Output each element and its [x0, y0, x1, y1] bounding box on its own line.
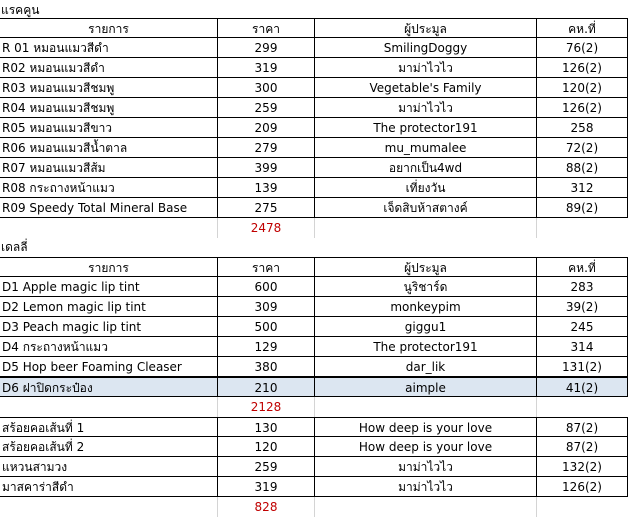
- item-cell[interactable]: D6 ฝาปิดกระป๋อง: [0, 377, 218, 397]
- table-row: [0, 138, 628, 158]
- table-row: [0, 457, 628, 477]
- bidder-cell[interactable]: นูริชาร์ด: [315, 277, 537, 297]
- table-row: [0, 58, 628, 78]
- table-row: [0, 38, 628, 58]
- header-row: [0, 18, 628, 38]
- section-title[interactable]: เดลลี่: [1, 240, 28, 254]
- comment-cell[interactable]: 39(2): [537, 297, 628, 317]
- bidder-cell[interactable]: How deep is your love: [315, 417, 537, 437]
- item-cell[interactable]: R04 หมอนแมวสีชมพู: [0, 98, 218, 118]
- price-cell[interactable]: 259: [218, 98, 315, 118]
- table-row: [0, 437, 628, 457]
- comment-cell[interactable]: 120(2): [537, 78, 628, 98]
- header-bidder[interactable]: ผู้ประมูล: [315, 18, 537, 38]
- item-cell[interactable]: แหวนสามวง: [0, 457, 218, 477]
- bidder-cell[interactable]: มาม่าไวไว: [315, 58, 537, 78]
- bidder-cell[interactable]: The protector191: [315, 337, 537, 357]
- empty-cell[interactable]: [315, 218, 537, 238]
- bidder-cell[interactable]: SmilingDoggy: [315, 38, 537, 58]
- price-cell[interactable]: 139: [218, 178, 315, 198]
- comment-cell[interactable]: 245: [537, 317, 628, 337]
- total-row: [0, 218, 628, 238]
- total-value[interactable]: 2128: [218, 397, 315, 417]
- item-cell[interactable]: D2 Lemon magic lip tint: [0, 297, 218, 317]
- comment-cell[interactable]: 258: [537, 118, 628, 138]
- empty-cell[interactable]: [0, 218, 218, 238]
- header-item[interactable]: รายการ: [0, 257, 218, 277]
- table-row-selected: [0, 377, 628, 397]
- table-row: [0, 417, 628, 437]
- bidder-cell[interactable]: dar_lik: [315, 357, 537, 377]
- item-cell[interactable]: R09 Speedy Total Mineral Base: [0, 198, 218, 218]
- table-row: [0, 477, 628, 497]
- item-cell[interactable]: มาสคาร่าสีดำ: [0, 477, 218, 497]
- table-row: [0, 198, 628, 218]
- table-row: [0, 78, 628, 98]
- comment-cell[interactable]: 76(2): [537, 38, 628, 58]
- item-cell[interactable]: D4 กระถางหน้าแมว: [0, 337, 218, 357]
- comment-cell[interactable]: 41(2): [537, 377, 628, 397]
- comment-cell[interactable]: 89(2): [537, 198, 628, 218]
- comment-cell[interactable]: 312: [537, 178, 628, 198]
- item-cell[interactable]: R07 หมอนแมวสีส้ม: [0, 158, 218, 178]
- section-title[interactable]: แรคคูน: [1, 3, 40, 17]
- bidder-cell[interactable]: monkeypim: [315, 297, 537, 317]
- bidder-cell[interactable]: มาม่าไวไว: [315, 98, 537, 118]
- comment-cell[interactable]: 88(2): [537, 158, 628, 178]
- comment-cell[interactable]: 126(2): [537, 98, 628, 118]
- price-cell[interactable]: 399: [218, 158, 315, 178]
- table-row: [0, 297, 628, 317]
- price-cell[interactable]: 380: [218, 357, 315, 377]
- header-row: [0, 257, 628, 277]
- header-comment-no[interactable]: คห.ที่: [537, 257, 628, 277]
- item-cell[interactable]: สร้อยคอเส้นที่ 2: [0, 437, 218, 457]
- bidder-cell[interactable]: How deep is your love: [315, 437, 537, 457]
- header-comment-no[interactable]: คห.ที่: [537, 18, 628, 38]
- price-cell[interactable]: 120: [218, 437, 315, 457]
- header-bidder[interactable]: ผู้ประมูล: [315, 257, 537, 277]
- table-row: [0, 178, 628, 198]
- item-cell[interactable]: R08 กระถางหน้าแมว: [0, 178, 218, 198]
- table-row: [0, 337, 628, 357]
- bidder-cell[interactable]: มาม่าไวไว: [315, 477, 537, 497]
- item-cell[interactable]: R05 หมอนแมวสีขาว: [0, 118, 218, 138]
- item-cell[interactable]: D3 Peach magic lip tint: [0, 317, 218, 337]
- comment-cell[interactable]: 126(2): [537, 477, 628, 497]
- bidder-cell[interactable]: อยากเป็น4wd: [315, 158, 537, 178]
- comment-cell[interactable]: 72(2): [537, 138, 628, 158]
- table-row: [0, 357, 628, 377]
- table-row: [0, 317, 628, 337]
- table-row: [0, 158, 628, 178]
- empty-cell[interactable]: [0, 397, 218, 417]
- item-cell[interactable]: R 01 หมอนแมวสีดำ: [0, 38, 218, 58]
- total-row: [0, 497, 628, 517]
- item-cell[interactable]: D5 Hop beer Foaming Cleaser: [0, 357, 218, 377]
- price-cell[interactable]: 500: [218, 317, 315, 337]
- bidder-cell[interactable]: aimple: [315, 377, 537, 397]
- comment-cell[interactable]: 314: [537, 337, 628, 357]
- price-cell[interactable]: 130: [218, 417, 315, 437]
- header-price[interactable]: ราคา: [218, 18, 315, 38]
- comment-cell[interactable]: 87(2): [537, 437, 628, 457]
- bidder-cell[interactable]: เที่ยงวัน: [315, 178, 537, 198]
- price-cell[interactable]: 319: [218, 58, 315, 78]
- price-cell[interactable]: 300: [218, 78, 315, 98]
- price-cell[interactable]: 309: [218, 297, 315, 317]
- price-cell[interactable]: 209: [218, 118, 315, 138]
- price-cell[interactable]: 275: [218, 198, 315, 218]
- empty-cell[interactable]: [0, 497, 218, 517]
- bidder-cell[interactable]: เจ็ดสิบห้าสตางค์: [315, 198, 537, 218]
- price-cell[interactable]: 259: [218, 457, 315, 477]
- comment-cell[interactable]: 132(2): [537, 457, 628, 477]
- bidder-cell[interactable]: Vegetable's Family: [315, 78, 537, 98]
- comment-cell[interactable]: 126(2): [537, 58, 628, 78]
- empty-cell[interactable]: [315, 497, 537, 517]
- price-cell[interactable]: 129: [218, 337, 315, 357]
- table-row: [0, 98, 628, 118]
- price-cell[interactable]: 210: [218, 377, 315, 397]
- header-price[interactable]: ราคา: [218, 257, 315, 277]
- total-value[interactable]: 828: [218, 497, 315, 517]
- comment-cell[interactable]: 87(2): [537, 417, 628, 437]
- table-row: [0, 118, 628, 138]
- section-title-row: [0, 237, 628, 257]
- item-cell[interactable]: R06 หมอนแมวสีน้ำตาล: [0, 138, 218, 158]
- comment-cell[interactable]: 283: [537, 277, 628, 297]
- table-row: [0, 277, 628, 297]
- empty-cell[interactable]: [315, 397, 537, 417]
- section-title-row: [0, 0, 628, 20]
- price-cell[interactable]: 319: [218, 477, 315, 497]
- item-cell[interactable]: R03 หมอนแมวสีชมพู: [0, 78, 218, 98]
- bidder-cell[interactable]: The protector191: [315, 118, 537, 138]
- price-cell[interactable]: 600: [218, 277, 315, 297]
- bidder-cell[interactable]: giggu1: [315, 317, 537, 337]
- header-item[interactable]: รายการ: [0, 18, 218, 38]
- bidder-cell[interactable]: มาม่าไวไว: [315, 457, 537, 477]
- price-cell[interactable]: 279: [218, 138, 315, 158]
- total-value[interactable]: 2478: [218, 218, 315, 238]
- item-cell[interactable]: R02 หมอนแมวสีดำ: [0, 58, 218, 78]
- item-cell[interactable]: D1 Apple magic lip tint: [0, 277, 218, 297]
- price-cell[interactable]: 299: [218, 38, 315, 58]
- bidder-cell[interactable]: mu_mumalee: [315, 138, 537, 158]
- comment-cell[interactable]: 131(2): [537, 357, 628, 377]
- total-row: [0, 397, 628, 417]
- item-cell[interactable]: สร้อยคอเส้นที่ 1: [0, 417, 218, 437]
